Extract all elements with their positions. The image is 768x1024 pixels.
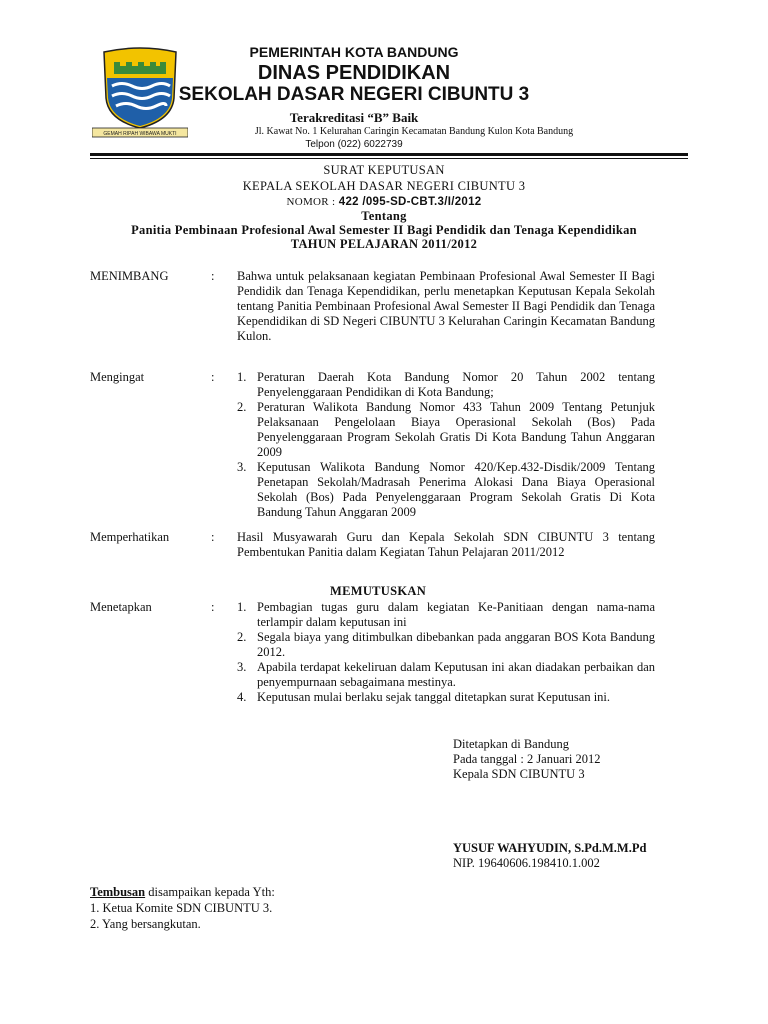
number-value: 422 /095-SD-CBT.3/I/2012 xyxy=(338,196,482,208)
mengingat-list xyxy=(237,370,655,520)
number-label: NOMOR : xyxy=(286,196,336,208)
logo-ribbon-text: GEMAH RIPAH WIBAWA MUKTI xyxy=(103,131,177,137)
department-name: DINAS PENDIDIKAN xyxy=(257,62,451,84)
government-name: PEMERINTAH KOTA BANDUNG xyxy=(249,44,459,60)
signatory-name: YUSUF WAHYUDIN, S.Pd.M.M.Pd xyxy=(453,841,647,855)
mengingat-label: Mengingat xyxy=(90,370,145,384)
memperhatikan-text: Hasil Musyawarah Guru dan Kepala Sekolah SDN CIBUNTU 3 tentang Pembentukan Panitia dalam Kegiatan Tahun Pelajaran 2011/2012 xyxy=(237,530,655,559)
menimbang-label: MENIMBANG xyxy=(90,269,169,283)
decree-year: TAHUN PELAJARAN 2011/2012 xyxy=(290,237,478,251)
accreditation: Terakreditasi “B” Baik xyxy=(289,110,419,125)
list-item: 4. Keputusan mulai berlaku sejak tanggal ditetapkan surat Keputusan ini. xyxy=(237,690,611,704)
signature-place: Ditetapkan di Bandung xyxy=(453,737,569,751)
tembusan-label: Tembusan xyxy=(90,885,146,899)
list-item: 3. Apabila terdapat kekeliruan dalam Keputusan ini akan diadakan perbaikan dan penyempurnaan sebagaimana mestinya. xyxy=(237,660,655,689)
decree-number xyxy=(80,194,688,209)
list-item: 2. Segala biaya yang ditimbulkan dibebankan pada anggaran BOS Kota Bandung 2012. xyxy=(237,630,655,659)
tembusan-item: 1. Ketua Komite SDN CIBUNTU 3. xyxy=(90,901,273,915)
signature-date: Pada tanggal : 2 Januari 2012 xyxy=(453,752,601,766)
memutuskan-heading: MEMUTUSKAN xyxy=(330,584,427,598)
memperhatikan-label: Memperhatikan xyxy=(90,530,170,544)
address: Jl. Kawat No. 1 Kelurahan Caringin Kecamatan Bandung Kulon Kota Bandung xyxy=(254,126,574,137)
header-divider-thin xyxy=(90,158,688,159)
tembusan-item: 2. Yang bersangkutan. xyxy=(90,917,201,931)
list-item: 3. Keputusan Walikota Bandung Nomor 420/Kep.432-Disdik/2009 Tentang Penetapan Sekolah/Madrasah Penerima Alokasi Dana Biaya Operasional Sekolah (Bos) Pada Penyelenggaraan Program Sekolah Gratis Di Kota Bandung Tahun Anggaran 2009 xyxy=(237,460,655,519)
signature-position: Kepala SDN CIBUNTU 3 xyxy=(453,767,585,781)
phone: Telpon (022) 6022739 xyxy=(305,139,403,150)
header-divider xyxy=(90,153,688,156)
menetapkan-list xyxy=(237,600,655,705)
signatory-nip: NIP. 19640606.198410.1.002 xyxy=(453,856,600,870)
menetapkan-label: Menetapkan xyxy=(90,600,152,614)
decree-issuer: KEPALA SEKOLAH DASAR NEGERI CIBUNTU 3 xyxy=(242,179,526,193)
tembusan-heading: Tembusan disampaikan kepada Yth: xyxy=(90,885,275,899)
list-item: 1. Peraturan Daerah Kota Bandung Nomor 20 Tahun 2002 tentang Penyelenggaraan Pendidikan di Kota Bandung; xyxy=(237,370,655,399)
menimbang-text: Bahwa untuk pelaksanaan kegiatan Pembinaan Profesional Awal Semester II Bagi Pendidik dan Tenaga Kependidikan, perlu menetapkan Keputusan Kepala Sekolah tentang Panitia Pembinaan Profesional Awal Semester II Bagi Pendidik dan Tenaga Kependidikan di SD Negeri CIBUNTU 3 Kelurahan Caringin Kecamatan Bandung Kulon. xyxy=(237,269,655,343)
list-item: 2. Peraturan Walikota Bandung Nomor 433 Tahun 2009 Tentang Petunjuk Pelaksanaan Pengelolaan Biaya Operasional Sekolah (Bos) Pada Penyelenggaraan Program Sekolah Gratis Di Kota Bandung Tahun Anggaran 2009 xyxy=(237,400,655,459)
list-item: 1. Pembagian tugas guru dalam kegiatan Ke-Panitiaan dengan nama-nama terlampir dalam keputusan ini xyxy=(237,600,655,629)
decree-title: SURAT KEPUTUSAN xyxy=(323,163,445,177)
decree-about: Tentang xyxy=(361,209,407,223)
decree-subject: Panitia Pembinaan Profesional Awal Semester II Bagi Pendidik dan Tenaga Kependidikan xyxy=(131,223,637,237)
school-name: SEKOLAH DASAR NEGERI CIBUNTU 3 xyxy=(178,84,530,105)
